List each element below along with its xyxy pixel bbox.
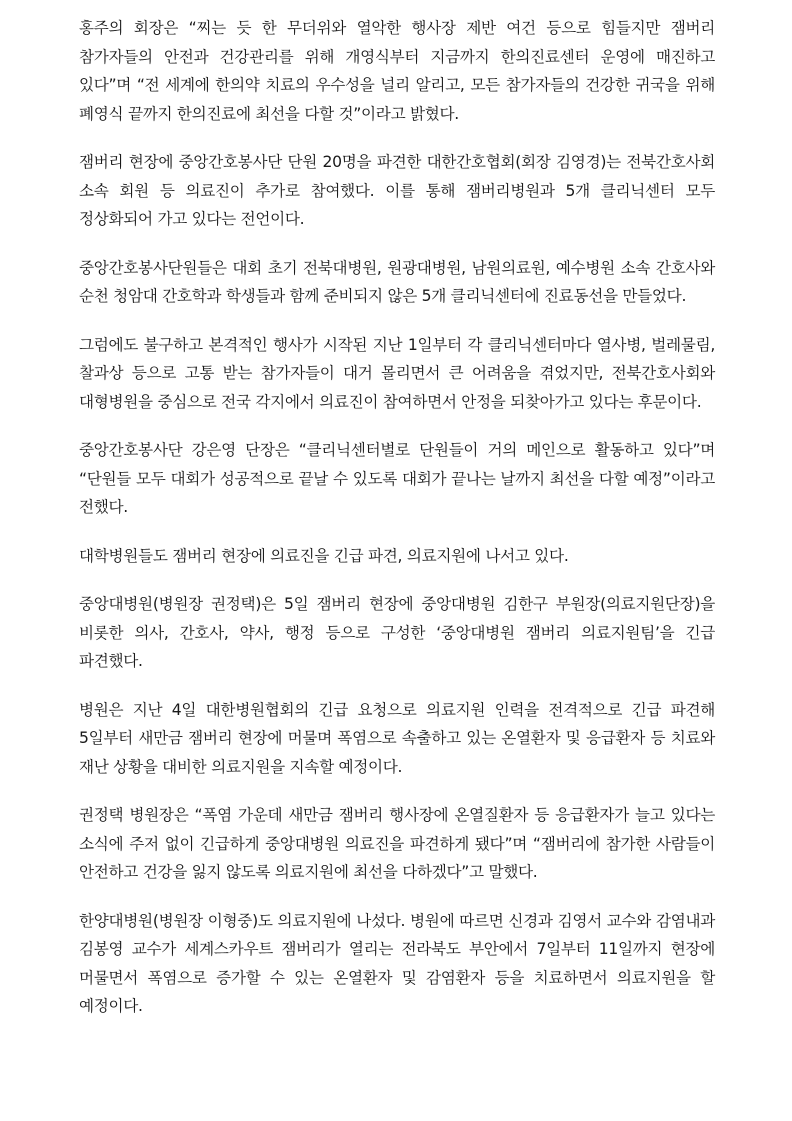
paragraph: 권정택 병원장은 “폭염 가운데 새만금 잼버리 행사장에 온열질환자 등 응급환자가 늘고 있다는 소식에 주저 없이 긴급하게 중앙대병원 의료진을 파견하게 됐다”며 “잼버리에 참가한 사람들이 안전하고 건강을 잃지 않도록 의료지원에 최선을 다하겠다”고 말했다. xyxy=(79,806,715,881)
paragraph: 중앙간호봉사단원들은 대회 초기 전북대병원, 원광대병원, 남원의료원, 예수병원 소속 간호사와 순천 청암대 간호학과 학생들과 함께 준비되지 않은 5개 클리닉센터에 진료동선을 만들었다. xyxy=(79,258,715,305)
paragraph: 잼버리 현장에 중앙간호봉사단 단원 20명을 파견한 대한간호협회(회장 김영경)는 전북간호사회 소속 회원 등 의료진이 추가로 참여했다. 이를 통해 잼버리병원과 5개 클리닉센터 모두 정상화되어 가고 있다는 전언이다. xyxy=(79,153,715,228)
article-body xyxy=(79,14,715,1041)
paragraph: 중앙대병원(병원장 권정택)은 5일 잼버리 현장에 중앙대병원 김한구 부원장(의료지원단장)을 비롯한 의사, 간호사, 약사, 행정 등으로 구성한 ‘중앙대병원 잼버리 의료지원팀’을 긴급 파견했다. xyxy=(79,595,715,670)
paragraph: 그럼에도 불구하고 본격적인 행사가 시작된 지난 1일부터 각 클리닉센터마다 열사병, 벌레물림, 찰과상 등으로 고통 받는 참가자들이 대거 몰리면서 큰 어려움을 겪었지만, 전북간호사회와 대형병원을 중심으로 전국 각지에서 의료진이 참여하면서 안정을 되찾아가고 있다는 후문이다. xyxy=(79,335,715,411)
paragraph: 대학병원들도 잼버리 현장에 의료진을 긴급 파견, 의료지원에 나서고 있다. xyxy=(79,546,569,565)
paragraph: 한양대병원(병원장 이형중)도 의료지원에 나섰다. 병원에 따르면 신경과 김영서 교수와 감염내과 김봉영 교수가 세계스카우트 잼버리가 열리는 전라북도 부안에서 7일부터 11일까지 현장에 머물면서 폭염으로 증가할 수 있는 온열환자 및 감염환자 등을 치료하면서 의료지원을 할 예정이다. xyxy=(79,911,715,1015)
paragraph: 중앙간호봉사단 강은영 단장은 “클리닉센터별로 단원들이 거의 메인으로 활동하고 있다”며 “단원들 모두 대회가 성공적으로 끝날 수 있도록 대회가 끝나는 날까지 최선을 다할 예정”이라고 전했다. xyxy=(79,441,715,516)
paragraph: 병원은 지난 4일 대한병원협회의 긴급 요청으로 의료지원 인력을 전격적으로 긴급 파견해 5일부터 새만금 잼버리 현장에 머물며 폭염으로 속출하고 있는 온열환자 및 응급환자 등 치료와 재난 상황을 대비한 의료지원을 지속할 예정이다. xyxy=(79,700,715,776)
paragraph: 홍주의 회장은 “찌는 듯 한 무더위와 열악한 행사장 제반 여건 등으로 힘들지만 잼버리 참가자들의 안전과 건강관리를 위해 개영식부터 지금까지 한의진료센터 운영에 매진하고 있다”며 “전 세계에 한의약 치료의 우수성을 널리 알리고, 모든 참가자들의 건강한 귀국을 위해 폐영식 끝까지 한의진료에 최선을 다할 것”이라고 밝혔다. xyxy=(79,19,715,123)
